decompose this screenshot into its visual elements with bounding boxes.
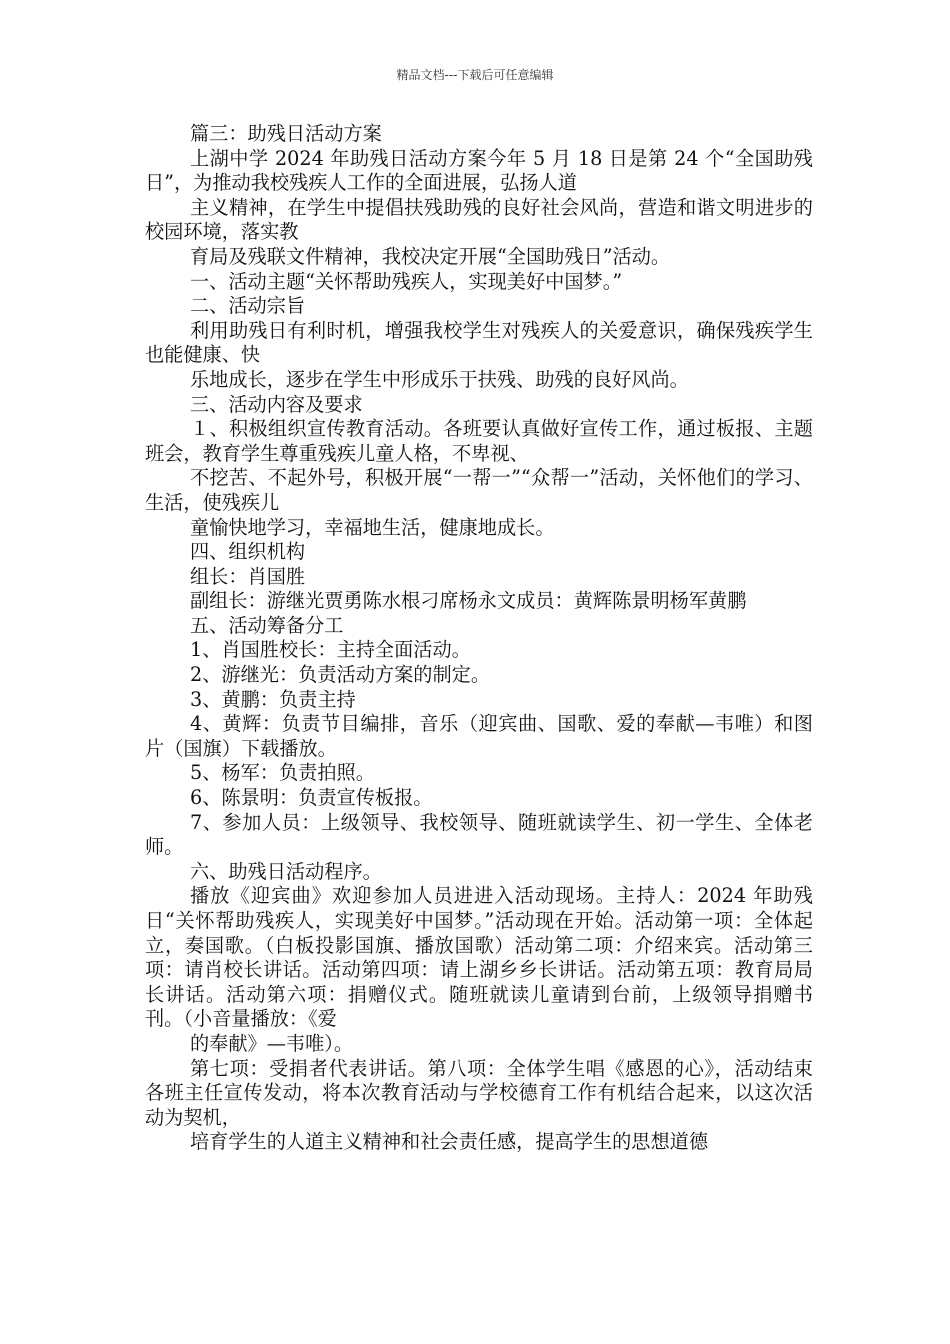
paragraph: 上湖中学 2024 年助残日活动方案今年 5 月 18 日是第 24 个“全国助残日”，为推动我校残疾人工作的全面进展，弘扬人道: [145, 146, 813, 195]
list-item: 2、游继光：负责活动方案的制定。: [190, 663, 491, 687]
section-heading: 六、助残日活动程序。: [190, 859, 382, 883]
page-header: 精品文档---下载后可任意编辑: [396, 68, 554, 82]
paragraph: １、积极组织宣传教育活动。各班要认真做好宣传工作，通过板报、主题班会，教育学生尊重残疾儿童人格，不卑视、: [145, 417, 813, 465]
list-item: 3、黄鹏：负责主持: [190, 687, 356, 711]
list-item: 1、肖国胜校长：主持全面活动。: [190, 638, 471, 662]
section-title: 篇三：助残日活动方案: [190, 122, 382, 145]
paragraph: 利用助残日有利时机，增强我校学生对残疾人的关爱意识，确保残疾学生也能健康、快: [145, 318, 813, 367]
paragraph: 播放《迎宾曲》欢迎参加人员进进入活动现场。主持人：2024 年助残日“关怀帮助残疾人，实现美好中国梦。”活动现在开始。活动第一项：全体起立，奏国歌。（白板投影国旗、播放国歌）活动第二项：介绍来宾。活动第三项：请肖校长讲话。活动第四项：请上湖乡乡长讲话。活动第五项：教育局局长讲话。活动第六项：捐赠仪式。随班就读儿童请到台前，上级领导捐赠书刊。（小音量播放：《爱: [145, 884, 813, 1031]
section-heading: 二、活动宗旨: [190, 294, 306, 318]
section-heading: 三、活动内容及要求: [190, 392, 363, 416]
paragraph: 副组长：游继光贾勇陈水根刁席杨永文成员：黄辉陈景明杨军黄鹏: [190, 589, 747, 613]
list-item: 4、黄辉：负责节目编排，音乐（迎宾曲、国歌、爱的奉献—韦唯）和图片（国旗）下载播放。: [145, 712, 813, 760]
section-heading: 五、活动筹备分工: [190, 613, 344, 637]
paragraph: 育局及残联文件精神，我校决定开展“全国助残日”活动。: [190, 244, 671, 268]
list-item: 5、杨军：负责拍照。: [190, 761, 375, 785]
list-item: 7、参加人员：上级领导、我校领导、随班就读学生、初一学生、全体老师。: [145, 810, 813, 859]
paragraph: 的奉献》—韦唯）。: [190, 1031, 354, 1055]
section-heading: 一、活动主题“关怀帮助残疾人，实现美好中国梦。”: [190, 269, 623, 293]
list-item: 6、陈景明：负责宣传板报。: [190, 786, 433, 810]
paragraph: 组长：肖国胜: [190, 564, 306, 588]
paragraph: 第七项：受捐者代表讲话。第八项：全体学生唱《感恩的心》，活动结束各班主任宣传发动，将本次教育活动与学校德育工作有机结合起来，以这次活动为契机，: [145, 1056, 813, 1129]
document-body: [145, 122, 813, 1155]
paragraph: 不挖苦、不起外号，积极开展“一帮一”“众帮一”活动，关怀他们的学习、生活，使残疾儿: [145, 466, 813, 514]
section-heading: 四、组织机构: [190, 540, 306, 564]
paragraph: 主义精神，在学生中提倡扶残助残的良好社会风尚，营造和谐文明进步的校园环境，落实教: [145, 195, 813, 244]
paragraph: 乐地成长，逐步在学生中形成乐于扶残、助残的良好风尚。: [190, 367, 689, 391]
paragraph: 培育学生的人道主义精神和社会责任感，提高学生的思想道德: [190, 1130, 709, 1154]
paragraph: 童愉快地学习，幸福地生活，健康地成长。: [190, 515, 555, 539]
